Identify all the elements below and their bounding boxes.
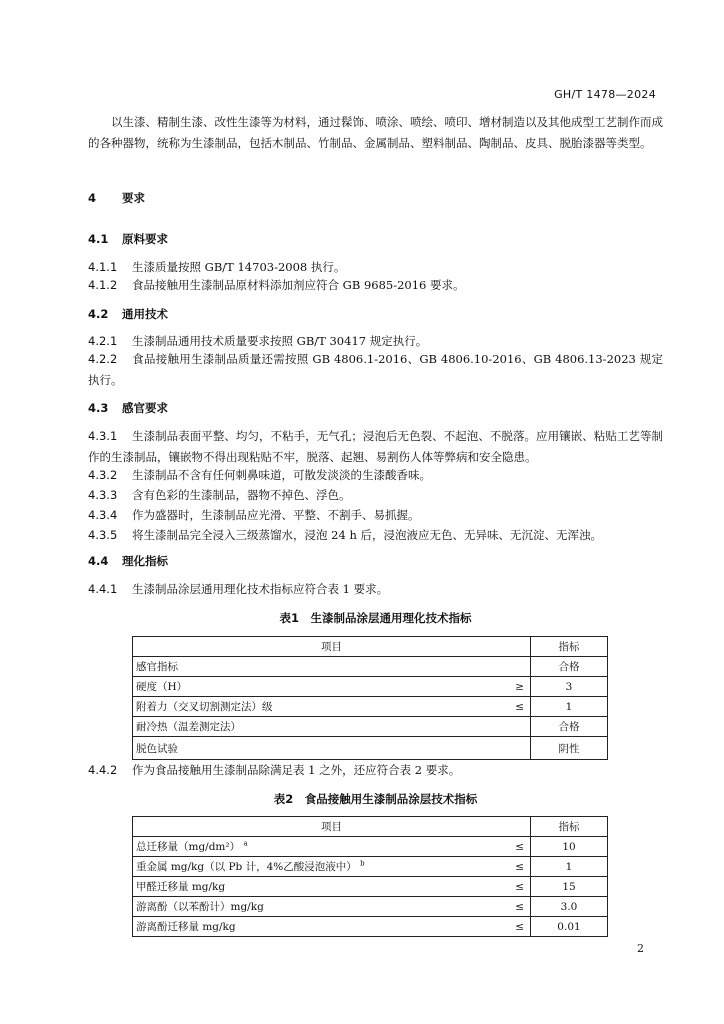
clause-text: 生漆质量按照 GB/T 14703-2008 执行。 bbox=[132, 260, 346, 274]
clause-number: 4.2.1 bbox=[88, 334, 118, 348]
row-item-name bbox=[133, 857, 504, 877]
row-comparator: ≤ bbox=[503, 837, 531, 857]
row-value: 合格 bbox=[531, 717, 608, 737]
row-value: 10 bbox=[531, 837, 608, 857]
row-comparator bbox=[503, 717, 531, 737]
table-row bbox=[133, 737, 608, 760]
clause-number: 4.1.1 bbox=[88, 260, 118, 274]
table-2 bbox=[132, 816, 608, 937]
section-title: 要求 bbox=[122, 191, 145, 205]
row-item-name: 甲醛迁移量 mg/kg bbox=[133, 877, 504, 897]
section-title: 通用技术 bbox=[122, 307, 168, 321]
document-code-header: GH/T 1478—2024 bbox=[554, 88, 656, 101]
table-row bbox=[133, 917, 608, 937]
clause-4-3-4 bbox=[88, 505, 663, 526]
section-4-1-heading bbox=[88, 229, 663, 250]
row-value: 合格 bbox=[531, 657, 608, 677]
column-header-item: 项目 bbox=[133, 817, 531, 837]
clause-text: 含有色彩的生漆制品，器物不掉色、浮色。 bbox=[132, 488, 351, 502]
row-value: 15 bbox=[531, 877, 608, 897]
clause-4-3-3 bbox=[88, 485, 663, 506]
table-1 bbox=[132, 636, 608, 760]
table-row bbox=[133, 877, 608, 897]
clause-text: 将生漆制品完全浸入三级蒸馏水，浸泡 24 h 后，浸泡液应无色、无异味、无沉淀、无浑浊。 bbox=[132, 528, 603, 542]
section-title: 原料要求 bbox=[122, 232, 168, 246]
clause-4-3-5 bbox=[88, 525, 663, 546]
section-4-3-heading bbox=[88, 398, 663, 419]
row-item-name: 游离酚迁移量 mg/kg bbox=[133, 917, 504, 937]
row-comparator bbox=[503, 657, 531, 677]
clause-4-4-2 bbox=[88, 760, 663, 781]
row-value: 1 bbox=[531, 857, 608, 877]
page-number: 2 bbox=[637, 942, 644, 955]
row-item-name: 耐冷热（温差测定法） bbox=[133, 717, 504, 737]
clause-text: 食品接触用生漆制品质量还需按照 GB 4806.1-2016、GB 4806.10-2016、GB 4806.13-2023 规定执行。 bbox=[88, 352, 663, 387]
table-row bbox=[133, 657, 608, 677]
column-header-value: 指标 bbox=[531, 817, 608, 837]
row-item-name: 感官指标 bbox=[133, 657, 504, 677]
clause-number: 4.3.4 bbox=[88, 508, 118, 522]
row-value: 3 bbox=[531, 677, 608, 697]
clause-number: 4.4.2 bbox=[88, 763, 118, 777]
table-header-row bbox=[133, 817, 608, 837]
row-value: 3.0 bbox=[531, 897, 608, 917]
row-comparator: ≤ bbox=[503, 917, 531, 937]
table-row bbox=[133, 857, 608, 877]
clause-text: 食品接触用生漆制品原材料添加剂应符合 GB 9685-2016 要求。 bbox=[132, 278, 465, 292]
column-header-value: 指标 bbox=[531, 637, 608, 657]
row-item-name: 附着力（交叉切割测定法）级 bbox=[133, 697, 504, 717]
clause-number: 4.3.1 bbox=[88, 429, 118, 443]
row-comparator: ≤ bbox=[503, 857, 531, 877]
row-value: 0.01 bbox=[531, 917, 608, 937]
row-value: 1 bbox=[531, 697, 608, 717]
footnote-marker: b bbox=[360, 859, 365, 868]
table-1-caption: 表1 生漆制品涂层通用理化技术指标 bbox=[279, 611, 472, 625]
row-value: 阴性 bbox=[531, 737, 608, 760]
footnote-marker: a bbox=[243, 839, 248, 848]
row-item-name: 脱色试验 bbox=[133, 737, 504, 760]
row-comparator: ≤ bbox=[503, 897, 531, 917]
clause-text: 生漆制品涂层通用理化技术指标应符合表 1 要求。 bbox=[132, 582, 389, 596]
row-item-text: 总迁移量（mg/dm²） bbox=[136, 841, 241, 853]
clause-number: 4.2.2 bbox=[88, 352, 118, 366]
table-row bbox=[133, 897, 608, 917]
row-comparator: ≥ bbox=[503, 677, 531, 697]
section-number: 4.4 bbox=[88, 554, 109, 568]
clause-number: 4.3.3 bbox=[88, 488, 118, 502]
clause-text: 作为食品接触用生漆制品除满足表 1 之外，还应符合表 2 要求。 bbox=[132, 763, 461, 777]
section-number: 4.2 bbox=[88, 307, 109, 321]
row-item-name: 游离酚（以苯酚计）mg/kg bbox=[133, 897, 504, 917]
section-number: 4 bbox=[88, 191, 97, 205]
section-4-2-heading bbox=[88, 304, 663, 325]
table-row bbox=[133, 677, 608, 697]
clause-4-1-2 bbox=[88, 275, 663, 296]
column-header-item: 项目 bbox=[133, 637, 531, 657]
row-comparator: ≤ bbox=[503, 697, 531, 717]
table-row bbox=[133, 717, 608, 737]
clause-4-2-2 bbox=[88, 349, 663, 391]
section-title: 理化指标 bbox=[122, 554, 168, 568]
clause-text: 生漆制品通用技术质量要求按照 GB/T 30417 规定执行。 bbox=[132, 334, 428, 348]
section-4-heading bbox=[88, 188, 663, 209]
row-comparator bbox=[503, 737, 531, 760]
row-comparator: ≤ bbox=[503, 877, 531, 897]
clause-4-4-1 bbox=[88, 579, 663, 600]
clause-number: 4.1.2 bbox=[88, 278, 118, 292]
intro-paragraph: 以生漆、精制生漆、改性生漆等为材料，通过髹饰、喷涂、喷绘、喷印、增材制造以及其他成型工艺制作而成的各种器物，统称为生漆制品，包括木制品、竹制品、金属制品、塑料制品、陶制品、皮具、脱胎漆器等类型。 bbox=[88, 115, 663, 150]
table-2-caption: 表2 食品接触用生漆制品涂层技术指标 bbox=[273, 792, 478, 806]
clause-4-3-1 bbox=[88, 426, 663, 468]
clause-text: 作为盛器时，生漆制品应光滑、平整、不割手、易抓握。 bbox=[132, 508, 420, 522]
section-number: 4.1 bbox=[88, 232, 109, 246]
row-item-name bbox=[133, 837, 504, 857]
clause-number: 4.3.2 bbox=[88, 468, 118, 482]
section-title: 感官要求 bbox=[122, 401, 168, 415]
table-header-row bbox=[133, 637, 608, 657]
clause-number: 4.4.1 bbox=[88, 582, 118, 596]
clause-text: 生漆制品不含有任何刺鼻味道，可散发淡淡的生漆酸香味。 bbox=[132, 468, 431, 482]
row-item-name: 硬度（H） bbox=[133, 677, 504, 697]
row-item-text: 重金属 mg/kg（以 Pb 计，4%乙酸浸泡液中） bbox=[136, 861, 357, 873]
clause-number: 4.3.5 bbox=[88, 528, 118, 542]
table-row bbox=[133, 697, 608, 717]
clause-4-3-2 bbox=[88, 465, 663, 486]
table-row bbox=[133, 837, 608, 857]
section-number: 4.3 bbox=[88, 401, 109, 415]
clause-text: 生漆制品表面平整、均匀，不粘手，无气孔；浸泡后无色裂、不起泡、不脱落。应用镶嵌、粘贴工艺等制作的生漆制品，镶嵌物不得出现粘贴不牢，脱落、起翘、易割伤人体等弊病和安全隐患。 bbox=[88, 429, 663, 464]
section-4-4-heading bbox=[88, 551, 663, 572]
